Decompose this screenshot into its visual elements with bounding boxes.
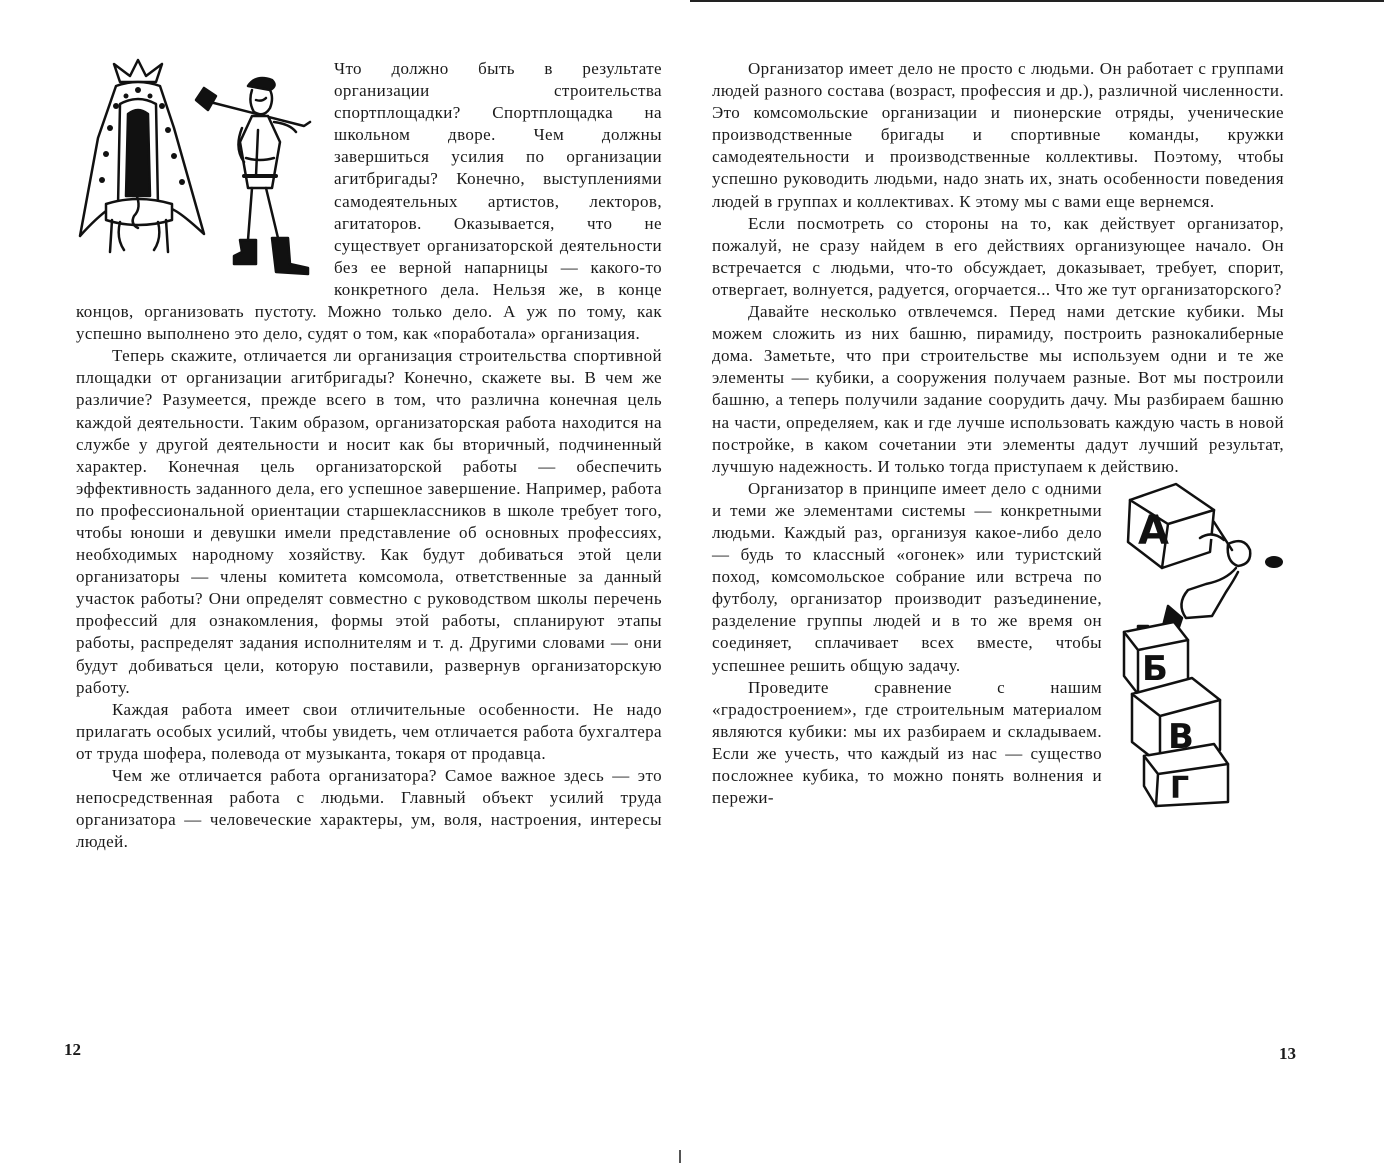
right-paragraph-5: Проведите сравнение с нашим «градостроением», где строительным материалом являются кубики: мы их разбираем и складываем. Если же учесть, что каждый из нас — существо посложнее кубика, то можно понять волнения и пережи- bbox=[712, 677, 1102, 808]
left-text-column bbox=[76, 58, 662, 853]
right-paragraph-4: Организатор в принципе имеет дело с одними и теми же элементами системы — конкретными людьми. Каждый раз, организуя какое-либо дело — будь то классный «огонек» или туристский поход, комсомольское собрание или встреча по футболу, организатор производит разъединение, разделение группы людей и в то же время он соединяет, сплачивает всех вместе, чтобы успешнее решить общую задачу. bbox=[712, 478, 1102, 675]
left-paragraph-4: Чем же отличается работа организатора? Самое важное здесь — это непосредственная работа с людьми. Главный объект усилий труда организатора — человеческие характеры, ум, воля, настроения, интересы людей. bbox=[76, 766, 662, 852]
block-letter-a: А bbox=[1138, 507, 1169, 554]
left-page bbox=[0, 0, 690, 1163]
left-paragraph-2: Теперь скажите, отличается ли организация строительства спортивной площадки от организации агитбригады? Конечно, скажете вы. В чем же различие? Разумеется, прежде всего в том, что различна конечная цель каждой деятельности. Таким образом, организаторская работа находится на службе у другой деятельности и носит как бы вторичный, подчиненный характер. Конечная цель организаторской работы — обеспечить эффективность заданного дела, его успешное завершение. Например, работа по профессиональной ориентации старшеклассников в школе требует того, чтобы юноши и девушки имели представление об основных профессиях, необходимых народному хозяйству. Как будут добиваться этой цели организаторы — члены комитета комсомола, ответственные за данный участок работы? Они определят совместно с руководством школы перечень профессий для ознакомления, формы этой работы, спланируют этапы работы, распределят задания исполнителям и т. д. Другими словами — они будут добиваться цели, которую поставили, развернув организаторскую работу. bbox=[76, 346, 662, 697]
shovel-icon bbox=[196, 88, 216, 110]
alphabet-blocks-illustration bbox=[1116, 480, 1292, 810]
right-paragraph-1: Организатор имеет дело не просто с людьми. Он работает с группами людей разного состава (возраст, профессия и др.), различной численности. Это комсомольские организации и пионерские отряды, ученические производственные бригады и спортивные команды, кружки самодеятельности и производственные коллективы. Поэтому, чтобы успешно руководить людьми, надо знать их, знать особенности поведения людей в группах и коллективах. К этому мы с вами еще вернемся. bbox=[712, 59, 1284, 211]
right-page bbox=[690, 0, 1384, 1163]
block-letter-b: Б bbox=[1142, 648, 1168, 689]
right-paragraph-3: Давайте несколько отвлечемся. Перед нами детские кубики. Мы можем сложить из них башню, пирамиду, построить разнокалиберные дома. Заметьте, что при строительстве мы используем одни и те же элементы — кубики, а сооружения получаем разные. Вот мы построили башню, а теперь получили задание соорудить дачу. Мы разбираем башню на части, определяем, как и где лучше использовать каждую часть в новой постройке, в каком сочетании эти элементы дадут лучший результат, лучшую надежность. И только тогда приступаем к действию. bbox=[712, 302, 1284, 476]
page-number-left: 12 bbox=[64, 1040, 81, 1059]
left-paragraph-3: Каждая работа имеет свои отличительные особенности. Не надо прилагать особых усилий, чтобы увидеть, чем отличается работа бухгалтера от труда шофера, полевода от музыканта, токаря от продавца. bbox=[76, 699, 662, 763]
ball-icon bbox=[1265, 556, 1283, 568]
block-letter-g: Г bbox=[1170, 770, 1190, 806]
right-paragraph-2: Если посмотреть со стороны на то, как действует организатор, пожалуй, не сразу найдем в его действиях организующее начало. Он встречается с людьми, что-то обсуждает, доказывает, требует, спорит, отвергает, волнуется, радуется, огорчается... Что же тут организаторского? bbox=[712, 213, 1284, 299]
block-letter-v: В bbox=[1168, 716, 1194, 757]
left-paragraph-1: Что должно быть в результате организации строительства спортплощадки? Спортплощадка на школьном дворе. Чем должны завершиться усилия по организации агитбригады? Конечно, выступлениями самодеятельных артистов, лекторов, агитаторов. Оказывается, что не существует организаторской деятельности без ее верной напарницы — какого-то конкретного дела. Нельзя же, в конце концов, организовать пустоту. Можно только дело. А уж по тому, как успешно выполнено это дело, судят о том, как «поработала» организация. bbox=[76, 59, 662, 344]
crown-icon bbox=[114, 60, 162, 82]
spine-mark bbox=[679, 1150, 681, 1163]
page-number-right: 13 bbox=[1279, 1044, 1296, 1063]
throne-and-worker-illustration bbox=[76, 58, 326, 292]
right-text-column bbox=[712, 58, 1284, 810]
